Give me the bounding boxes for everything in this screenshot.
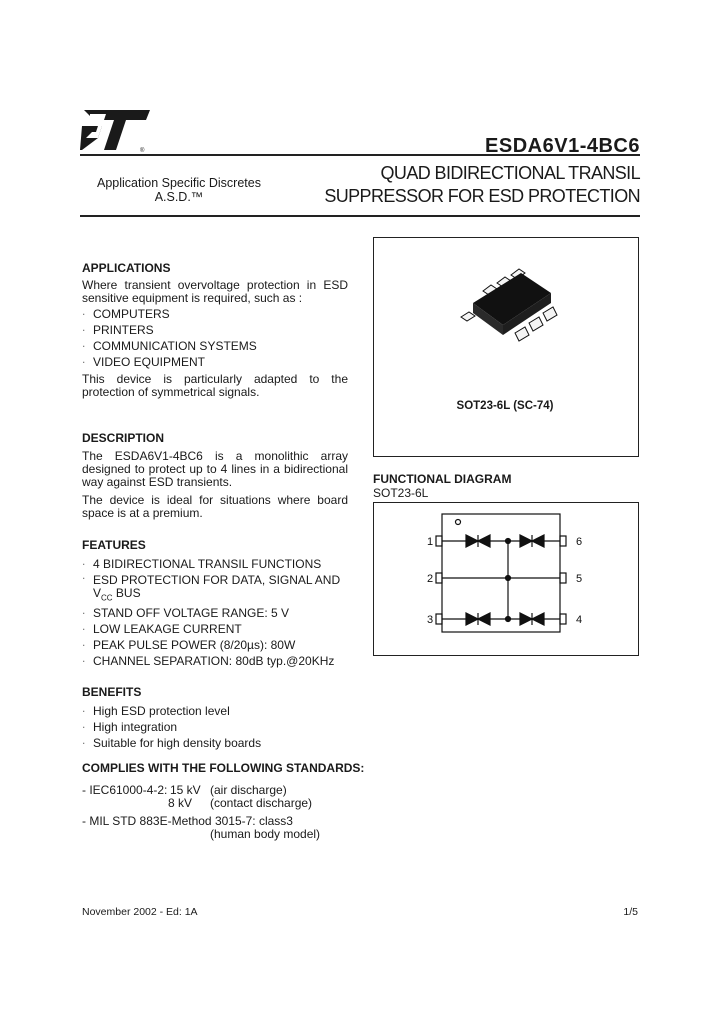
st-logo <box>80 100 152 160</box>
list-item: . COMMUNICATION SYSTEMS <box>82 338 257 354</box>
iec-note-2: (contact discharge) <box>210 796 313 810</box>
list-item: . High ESD protection level <box>82 703 261 719</box>
pin-5-label: 5 <box>576 573 583 585</box>
iec-label: - IEC61000-4-2: <box>82 783 168 797</box>
iec-value-2: 8 kV <box>168 796 193 810</box>
list-item: . Suitable for high density boards <box>82 735 261 751</box>
list-item: . CHANNEL SEPARATION: 80dB typ.@20KHz <box>82 653 340 669</box>
description-para-2: The device is ideal for situations where board space is at a premium. <box>82 493 348 520</box>
iec-value-1: 15 kV <box>170 783 201 797</box>
footer-page: 1/5 <box>623 906 638 918</box>
part-number: ESDA6V1-4BC6 <box>485 135 640 157</box>
features-heading: FEATURES <box>82 538 146 552</box>
functional-diagram-subtitle: SOT23-6L <box>373 486 429 500</box>
pin-3-label: 3 <box>427 614 434 626</box>
svg-text:®: ® <box>140 148 145 154</box>
functional-diagram-circuit <box>420 508 600 638</box>
applications-note: This device is particularly adapted to the protection of symmetrical signals. <box>82 372 348 399</box>
pin-4-label: 4 <box>576 614 583 626</box>
list-item: . STAND OFF VOLTAGE RANGE: 5 V <box>82 605 340 621</box>
list-item: . PEAK PULSE POWER (8/20µs): 80W <box>82 637 340 653</box>
description-para-1: The ESDA6V1-4BC6 is a monolithic array designed to protect up to 4 lines in a bidirectional way against ESD transients. <box>82 449 348 489</box>
list-item: . ESD PROTECTION FOR DATA, SIGNAL AND $V_{CC}$ BUS <box>82 572 340 605</box>
applications-list <box>82 306 257 370</box>
description-heading: DESCRIPTION <box>82 431 165 445</box>
features-list <box>82 556 340 669</box>
list-item: . High integration <box>82 719 261 735</box>
applications-intro: Where transient overvoltage protection in ESD sensitive equipment is required, such as : <box>82 278 348 305</box>
list-item: . 4 BIDIRECTIONAL TRANSIL FUNCTIONS <box>82 556 340 572</box>
pin-1-label: 1 <box>427 536 434 548</box>
pin-6-label: 6 <box>576 536 583 548</box>
list-item: . LOW LEAKAGE CURRENT <box>82 621 340 637</box>
package-label: SOT23-6L (SC-74) <box>456 400 554 412</box>
list-item: . VIDEO EQUIPMENT <box>82 354 257 370</box>
doc-title: QUAD BIDIRECTIONAL TRANSIL SUPPRESSOR FOR ESD PROTECTION <box>324 163 640 206</box>
pin-2-label: 2 <box>427 573 434 585</box>
list-item: . PRINTERS <box>82 322 257 338</box>
sot23-package-illustration <box>455 255 565 365</box>
mil-note: (human body model) <box>210 827 321 841</box>
mil-line: - MIL STD 883E-Method 3015-7: class3 <box>82 814 293 828</box>
asd-label: Application Specific Discretes A.S.D.™ <box>97 176 261 204</box>
standards-heading: COMPLIES WITH THE FOLLOWING STANDARDS: <box>82 761 365 775</box>
section-rule <box>80 215 640 217</box>
benefits-list <box>82 703 261 751</box>
benefits-heading: BENEFITS <box>82 685 142 699</box>
list-item: . COMPUTERS <box>82 306 257 322</box>
functional-diagram-title: FUNCTIONAL DIAGRAM <box>373 472 512 486</box>
applications-heading: APPLICATIONS <box>82 261 171 275</box>
footer-date: November 2002 - Ed: 1A <box>82 906 198 918</box>
iec-note-1: (air discharge) <box>210 783 287 797</box>
